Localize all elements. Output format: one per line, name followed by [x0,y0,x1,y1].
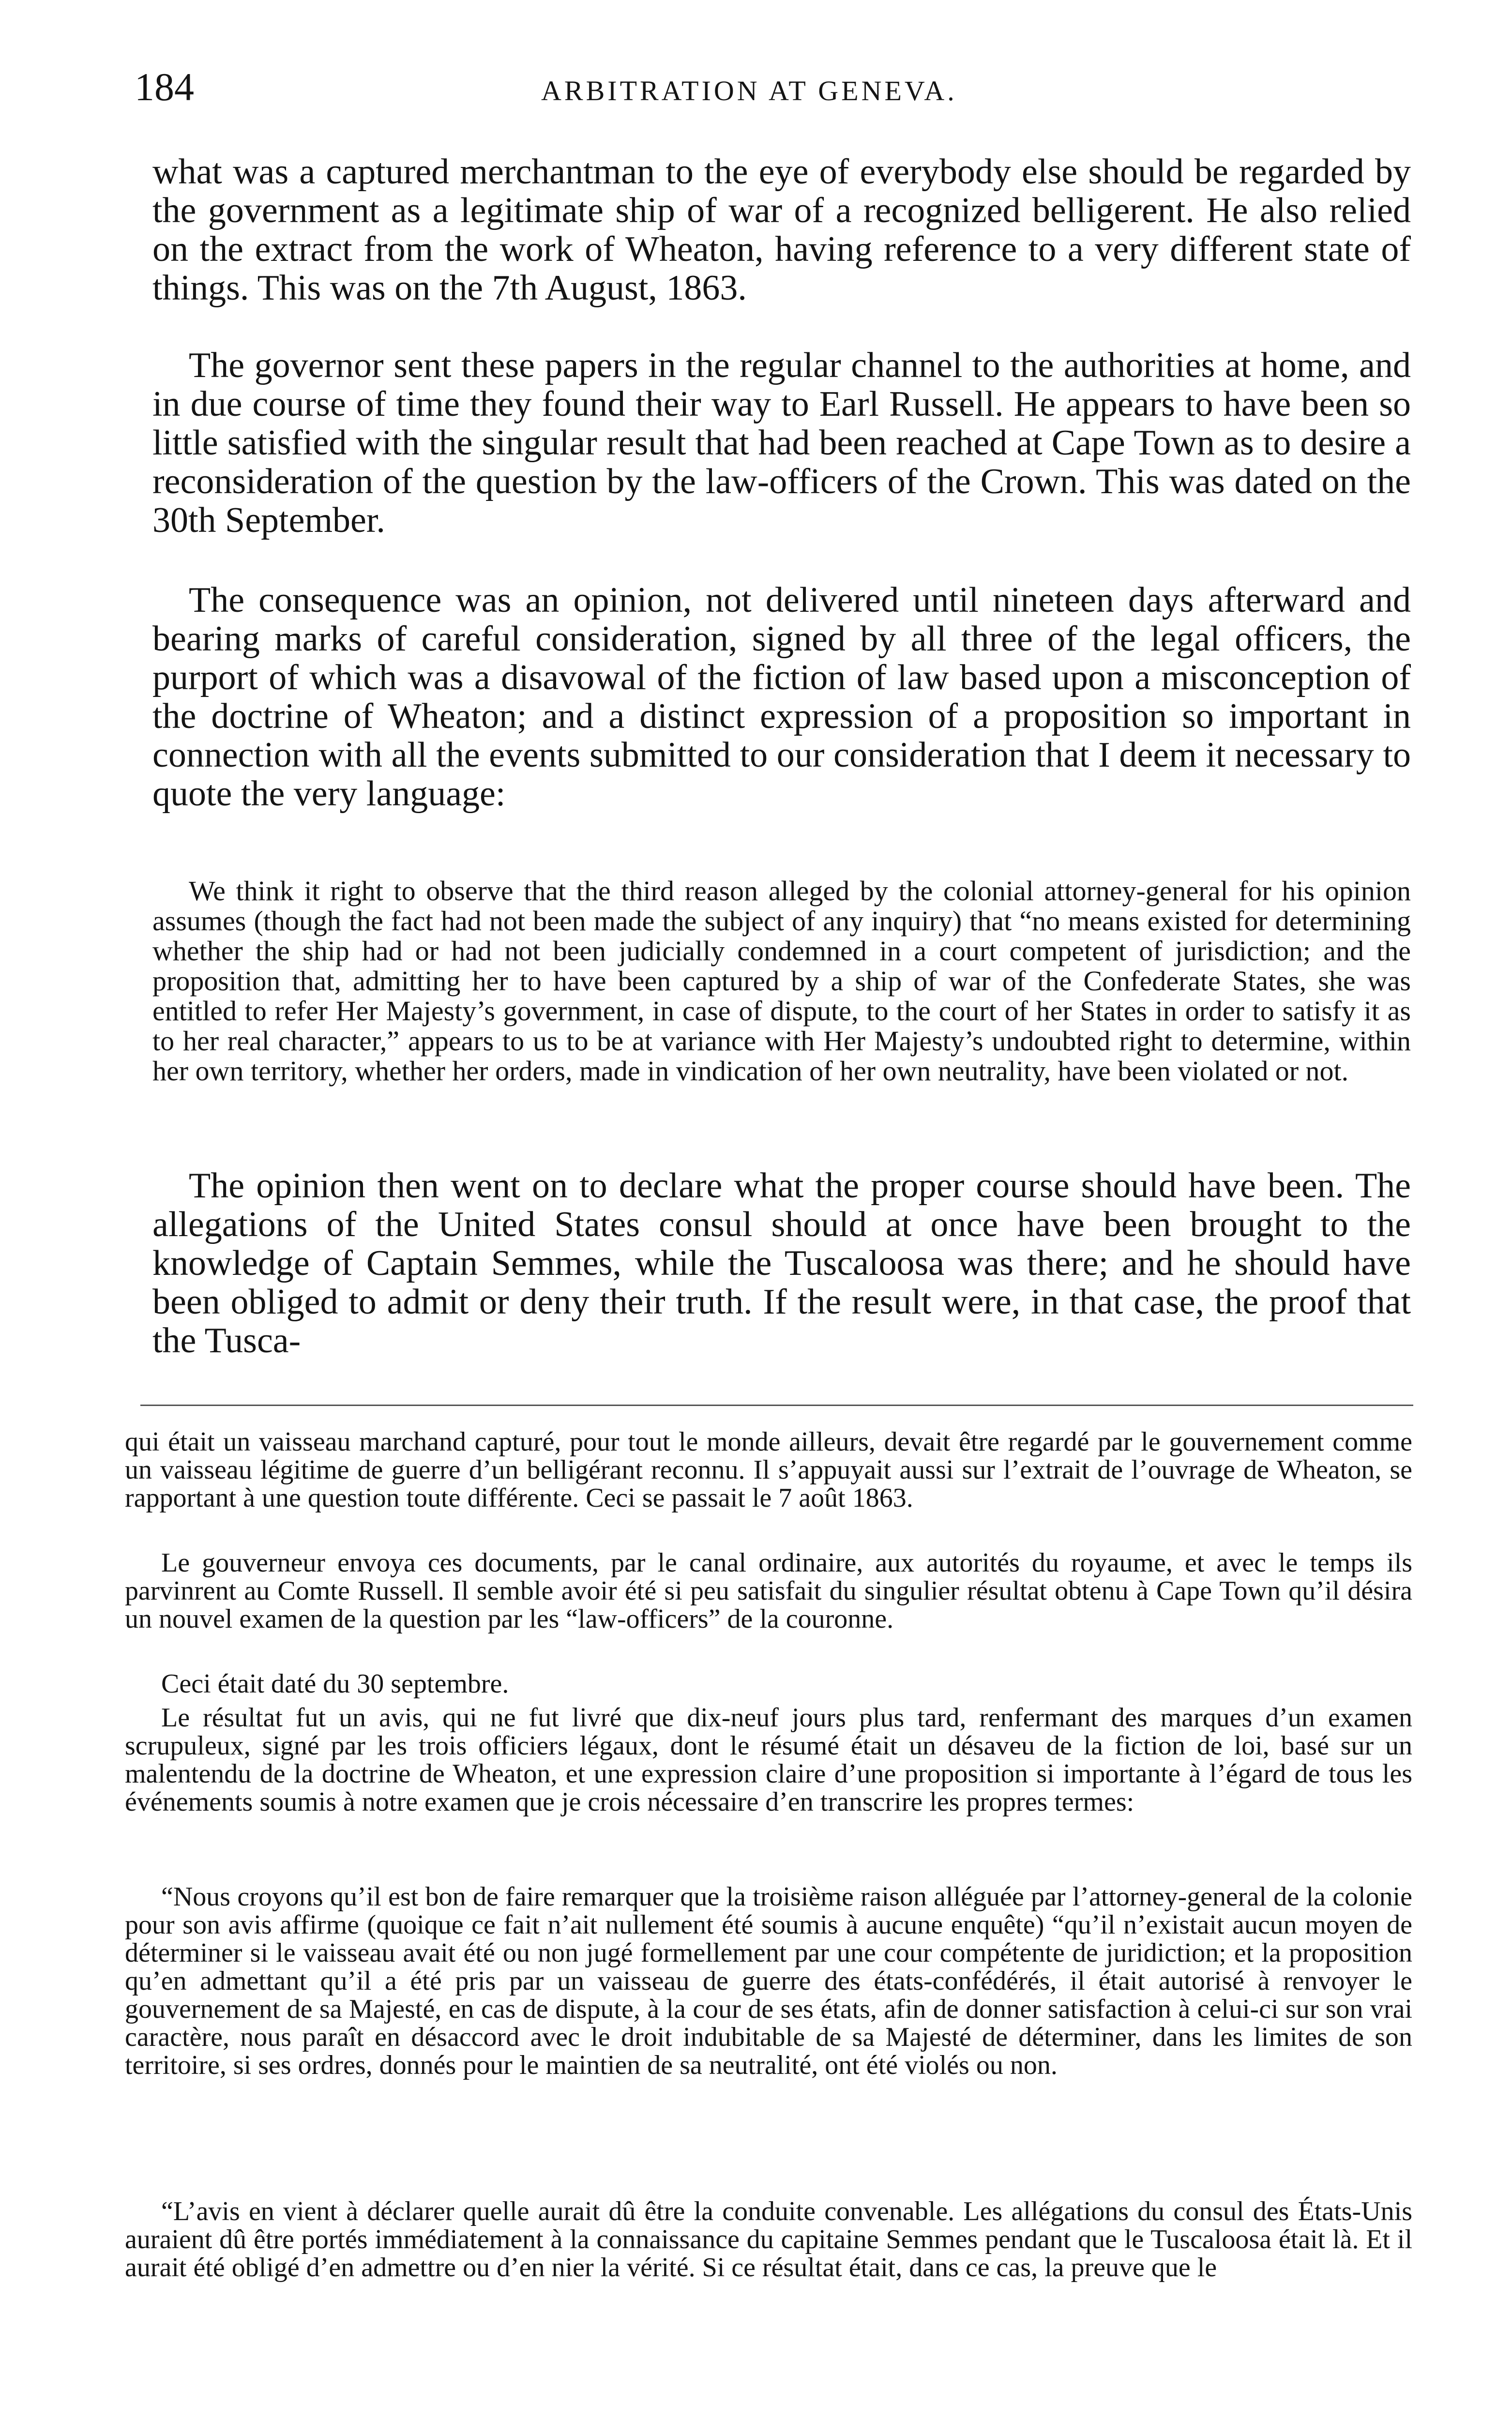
english-paragraph-2: The governor sent these papers in the regular channel to the authorities at home, and in due course of time they found their way to Earl Russell. He appears to have been so little satisfied with the singular result that had been reached at Cape Town as to desire a reconsideration of the question by the law-officers of the Crown. This was dated on the 30th September. [152,346,1411,540]
quoted-opinion: We think it right to observe that the third reason alleged by the colonial attorney-general for his opinion assumes (though the fact had not been made the subject of any inquiry) that “no means existed for determining whether the ship had or had not been judicially condemned in a court competent of jurisdiction; and the proposition that, admitting her to have been captured by a ship of war of the Confederate States, she was entitled to refer Her Majesty’s government, in case of dispute, to the court of her States in order to satisfy it as to her real character,” appears to us to be at variance with Her Majesty’s undoubted right to determine, within her own territory, whether her orders, made in vindication of her own neutrality, have been violated or not. [152,875,1411,1087]
running-title: ARBITRATION AT GENEVA. [541,75,957,106]
page-header [135,63,1417,126]
french-paragraph-6: “L’avis en vient à déclarer quelle aurait dû être la conduite convenable. Les allégations du consul des États-Unis auraient dû être portés immédiatement à la connaissance du capitaine Semmes pendant que le Tuscaloosa était là. Et il aurait été obligé d’en admettre ou d’en nier la vérité. Si ce résultat était, dans ce cas, la preuve que le [125,2196,1412,2283]
english-paragraph-1: what was a captured merchantman to the eye of everybody else should be regarded by the government as a legitimate ship of war of a recognized belligerent. He also relied on the extract from the work of Wheaton, having reference to a very different state of things. This was on the 7th August, 1863. [152,152,1411,308]
french-paragraph-1: qui était un vaisseau marchand capturé, pour tout le monde ailleurs, devait être regardé par le gouvernement comme un vaisseau légitime de guerre d’un belligérant reconnu. Il s’appuyait aussi sur l’extrait de l’ouvrage de Wheaton, se rapportant à une question toute différente. Ceci se passait le 7 août 1863. [125,1427,1412,1513]
english-paragraph-4: The opinion then went on to declare what the proper course should have been. The allegations of the United States consul should at once have been brought to the knowledge of Captain Semmes, while the Tuscaloosa was there; and he should have been obliged to admit or deny their truth. If the result were, in that case, the proof that the Tusca- [152,1166,1411,1361]
french-paragraph-4: Le résultat fut un avis, qui ne fut livré que dix-neuf jours plus tard, renfermant des marques d’un examen scrupuleux, signé par les trois officiers légaux, dont le résumé était un désaveu de la fiction de loi, basé sur un malentendu de la doctrine de Wheaton, et une expression claire d’une proposition si importante à l’égard de tous les événements soumis à notre examen que je crois nécessaire d’en transcrire les propres termes: [125,1703,1412,1817]
page-number: 184 [135,65,194,109]
french-paragraph-5: “Nous croyons qu’il est bon de faire remarquer que la troisième raison alléguée par l’attorney-general de la colonie pour son avis affirme (quoique ce fait n’ait nullement été soumis à aucune enquête) “qu’il n’existait aucun moyen de déterminer si le vaisseau avait été ou non jugé formellement par une cour compétente de juridiction; et la proposition qu’en admettant qu’il a été pris par un vaisseau de guerre des états-confédérés, il était autorisé à renvoyer le gouvernement de sa Majesté, en cas de dispute, à la cour de ses états, afin de donner satisfaction à celui-ci sur son vrai caractère, nous paraît en désaccord avec le droit indubitable de sa Majesté de déterminer, dans les limites de son territoire, si ses ordres, donnés pour le maintien de sa neutralité, ont été violés ou non. [125,1882,1412,2080]
french-paragraph-2: Le gouverneur envoya ces documents, par le canal ordinaire, aux autorités du royaume, et avec le temps ils parvinrent au Comte Russell. Il semble avoir été si peu satisfait du singulier résultat obtenu à Cape Town qu’il désira un nouvel examen de la question par les “law-officers” de la couronne. [125,1548,1412,1634]
section-divider [140,1405,1413,1406]
french-paragraph-3: Ceci était daté du 30 septembre. [161,1669,509,1699]
english-paragraph-3: The consequence was an opinion, not delivered until nineteen days afterward and bearing marks of careful consideration, signed by all three of the legal officers, the purport of which was a disavowal of the fiction of law based upon a misconception of the doctrine of Wheaton; and a distinct expression of a proposition so important in connection with all the events submitted to our consideration that I deem it necessary to quote the very language: [152,580,1411,814]
